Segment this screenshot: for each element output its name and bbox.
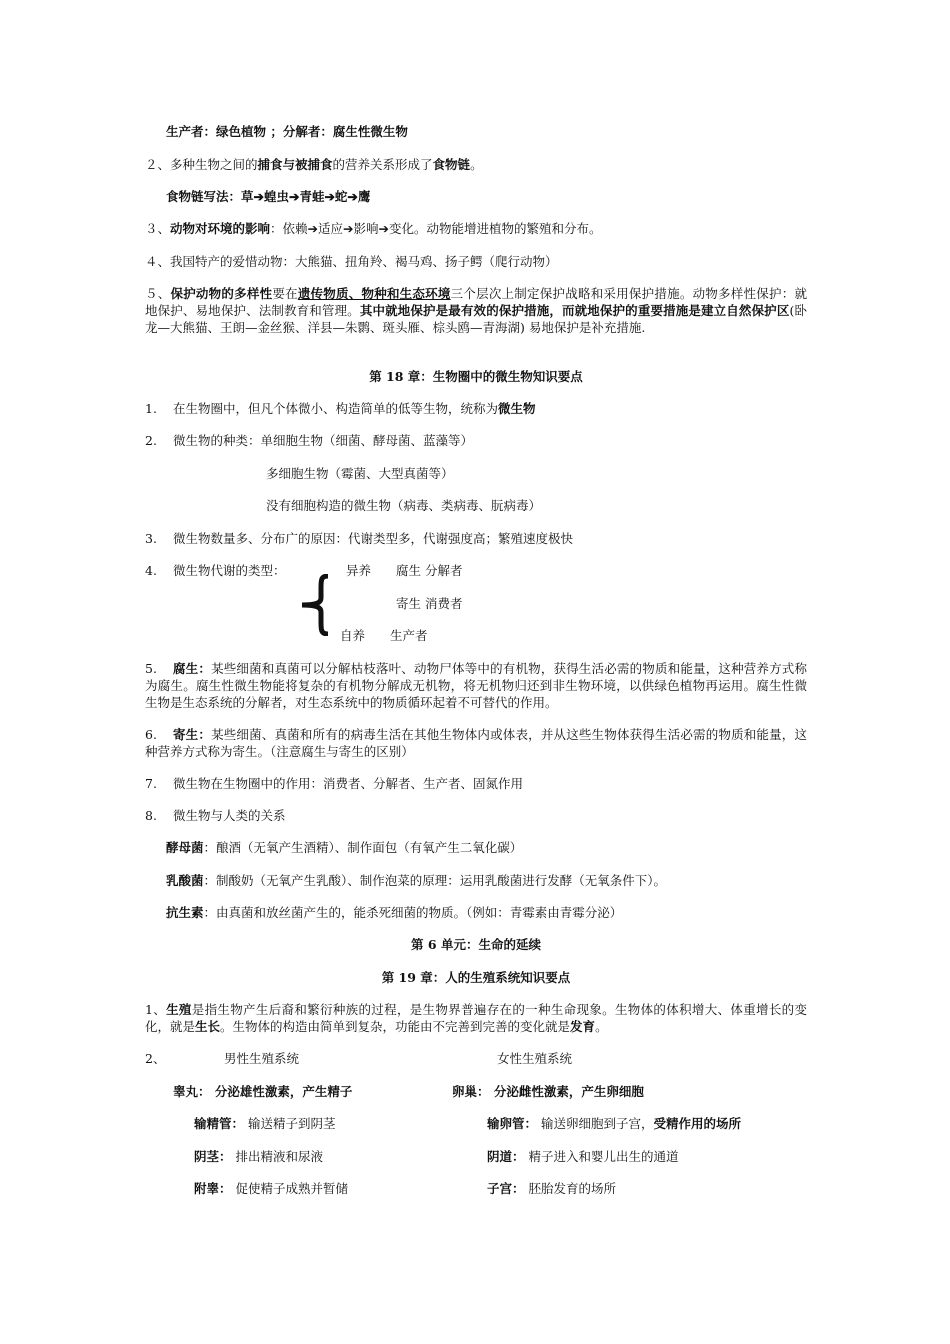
microbe-abundance-reason: 微生物数量多、分布广的原因：代谢类型多，代谢强度高；繁殖速度极快 <box>173 531 574 546</box>
food-chain-example: 食物链写法：草➔蝗虫➔青蛙➔蛇➔鹰 <box>166 189 371 204</box>
list-number: 2. <box>145 433 157 448</box>
left-brace-icon <box>298 574 334 636</box>
vas-deferens-line: 输精管： 输送精子到阴茎 <box>194 1116 336 1131</box>
testis-line: 睾丸： 分泌雄性激素，产生精子 <box>173 1084 353 1099</box>
microbe-human-relation: 微生物与人类的关系 <box>173 808 286 823</box>
oviduct-line: 输卵管： 输送卵细胞到子宫，受精作用的场所 <box>487 1116 742 1131</box>
list-number: 8. <box>145 808 157 823</box>
microbe-types-multicellular: 多细胞生物（霉菌、大型真菌等） <box>266 466 454 481</box>
microbe-types-unicellular: 微生物的种类：单细胞生物（细菌、酵母菌、蓝藻等） <box>173 433 474 448</box>
metabolism-autotroph: 自养 生产者 <box>340 628 428 643</box>
animal-impact-line: ３、动物对环境的影响：依赖➔适应➔影响➔变化。动物能增进植物的繁殖和分布。 <box>145 221 602 236</box>
microbe-types-acellular: 没有细胞构造的微生物（病毒、类病毒、朊病毒） <box>266 498 542 513</box>
metabolism-parasite: 寄生 消费者 <box>396 596 463 611</box>
antibiotic-line: 抗生素：由真菌和放丝菌产生的，能杀死细菌的物质。（例如：青霉素由青霉分泌） <box>166 905 623 920</box>
saprophyte-paragraph: 腐生：某些细菌和真菌可以分解枯枝落叶、动物尸体等中的有机物，获得生活必需的物质和能量，这种营养方式称为腐生。腐生性微生物能将复杂的有机物分解成无机物，将无机物归还到非生物环境，以供绿色植物再运用。腐生性微生物是生态系统的分解者，对生态系统中的物质循环起着不可替代的作用。 <box>145 661 807 710</box>
list-number: 5. <box>145 661 157 676</box>
female-system-heading: 女性生殖系统 <box>497 1051 573 1066</box>
metabolism-heterotroph-saprophyte: 异养 腐生 分解者 <box>346 563 463 578</box>
reproduction-paragraph: 1、生殖是指生物产生后裔和繁衍种族的过程，是生物界普遍存在的一种生命现象。生物体的体积增大、体重增长的变化，就是生长。生物体的构造由简单到复杂，功能由不完善到完善的变化就是发育。 <box>145 1002 807 1034</box>
list-number: 7. <box>145 776 157 791</box>
biodiversity-paragraph: ５、保护动物的多样性要在遗传物质、物种和生态环境三个层次上制定保护战略和采用保护措施。动物多样性保护：就地保护、易地保护、法制教育和管理。其中就地保护是最有效的保护措施，而就地保护的重要措施是建立自然保护区(卧龙—大熊猫、王朗—金丝猴、洋县—朱鹮、斑头雁、棕头鸥—青海湖) 易地保护是补充措施. <box>145 286 807 335</box>
list-number: 4. <box>145 563 157 578</box>
list-number: 1. <box>145 401 157 416</box>
epididymis-line: 附睾： 促使精子成熟并暂储 <box>194 1181 349 1196</box>
protected-animals-line: ４、我国特产的爱惜动物：大熊猫、扭角羚、褐马鸡、扬子鳄（爬行动物） <box>145 254 558 269</box>
unit-6-heading: 第 6 单元：生命的延续 <box>411 937 541 952</box>
list-number: 2、 <box>145 1051 166 1066</box>
chapter-19-heading: 第 19 章：人的生殖系统知识要点 <box>381 970 571 985</box>
food-chain-definition: ２、多种生物之间的捕食与被捕食的营养关系形成了食物链。 <box>145 157 483 172</box>
microbe-definition: 在生物圈中，但凡个体微小、构造简单的低等生物，统称为微生物 <box>173 401 536 416</box>
uterus-line: 子宫： 胚胎发育的场所 <box>487 1181 617 1196</box>
list-number: 3. <box>145 531 157 546</box>
chapter-18-heading: 第 18 章：生物圈中的微生物知识要点 <box>369 369 583 384</box>
male-system-heading: 男性生殖系统 <box>224 1051 300 1066</box>
producer-decomposer-line: 生产者：绿色植物 ；分解者：腐生性微生物 <box>166 124 408 139</box>
yeast-line: 酵母菌：酿酒（无氧产生酒精）、制作面包（有氧产生二氧化碳） <box>166 840 523 855</box>
microbe-roles: 微生物在生物圈中的作用：消费者、分解者、生产者、固氮作用 <box>173 776 524 791</box>
list-number: 6. <box>145 727 157 742</box>
ovary-line: 卵巢： 分泌雌性激素，产生卵细胞 <box>452 1084 644 1099</box>
metabolism-types-label: 微生物代谢的类型： <box>173 563 286 578</box>
parasite-paragraph: 寄生：某些细菌、真菌和所有的病毒生活在其他生物体内或体表，并从这些生物体获得生活必需的物质和能量，这种营养方式称为寄生。（注意腐生与寄生的区别） <box>145 727 807 759</box>
vagina-line: 阴道： 精子进入和婴儿出生的通道 <box>487 1149 679 1164</box>
penis-line: 阴茎： 排出精液和尿液 <box>194 1149 324 1164</box>
lactobacillus-line: 乳酸菌：制酸奶（无氧产生乳酸）、制作泡菜的原理：运用乳酸菌进行发酵（无氧条件下）。 <box>166 873 667 888</box>
